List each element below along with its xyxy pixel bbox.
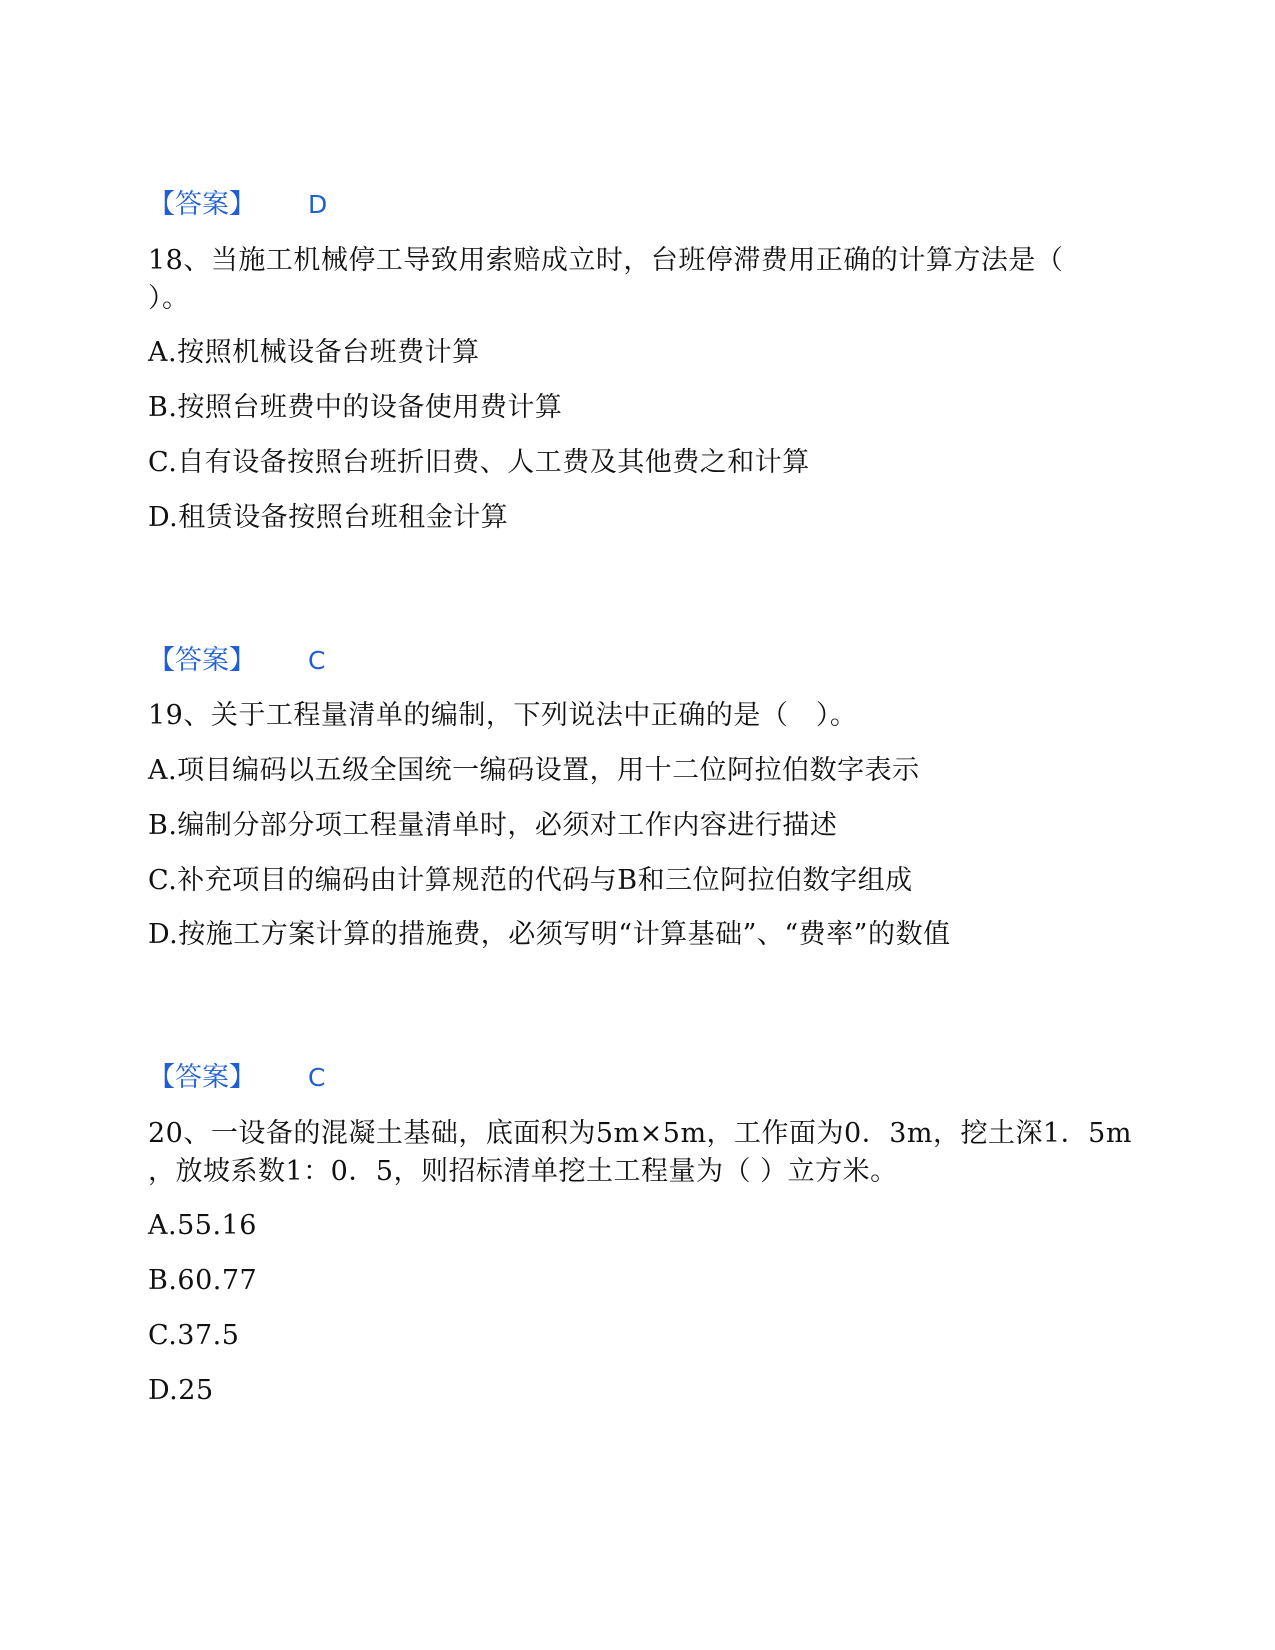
question-19-option-a: A.项目编码以五级全国统一编码设置，用十二位阿拉伯数字表示 (148, 755, 920, 786)
answer-tag: 【答案】 (148, 1062, 256, 1093)
question-20-option-b: B.60.77 (148, 1265, 258, 1296)
question-20-option-d: D.25 (148, 1375, 214, 1406)
question-19-option-c: C.补充项目的编码由计算规范的代码与B和三位阿拉伯数字组成 (148, 865, 913, 896)
question-19-option-d: D.按施工方案计算的措施费，必须写明“计算基础”、“费率”的数值 (148, 919, 951, 950)
question-20-text: 20、一设备的混凝土基础，底面积为5m×5m，工作面为0．3m，挖土深1．5m (148, 1118, 1132, 1149)
answer-value: C (308, 1063, 326, 1092)
question-20-option-c: C.37.5 (148, 1320, 240, 1351)
question-19-text: 19、关于工程量清单的编制，下列说法中正确的是（ ）。 (148, 700, 858, 731)
answer-line (148, 1060, 325, 1096)
answer-line (148, 643, 325, 679)
question-18-option-d: D.租赁设备按照台班租金计算 (148, 502, 509, 533)
question-19-option-b: B.编制分部分项工程量清单时，必须对工作内容进行描述 (148, 810, 838, 841)
question-18-option-b: B.按照台班费中的设备使用费计算 (148, 392, 563, 423)
question-18-option-a: A.按照机械设备台班费计算 (148, 337, 480, 368)
question-20-option-a: A.55.16 (148, 1210, 257, 1241)
answer-value: D (308, 190, 328, 219)
question-18-option-c: C.自有设备按照台班折旧费、人工费及其他费之和计算 (148, 447, 810, 478)
answer-line (148, 187, 327, 223)
question-18-text-cont: ）。 (148, 283, 190, 314)
question-20-text-cont: ，放坡系数1：0．5，则招标清单挖土工程量为（ ）立方米。 (148, 1156, 898, 1187)
question-18-text: 18、当施工机械停工导致用索赔成立时，台班停滞费用正确的计算方法是（ (148, 245, 1064, 276)
answer-tag: 【答案】 (148, 645, 256, 676)
answer-tag: 【答案】 (148, 189, 256, 220)
answer-value: C (308, 646, 326, 675)
